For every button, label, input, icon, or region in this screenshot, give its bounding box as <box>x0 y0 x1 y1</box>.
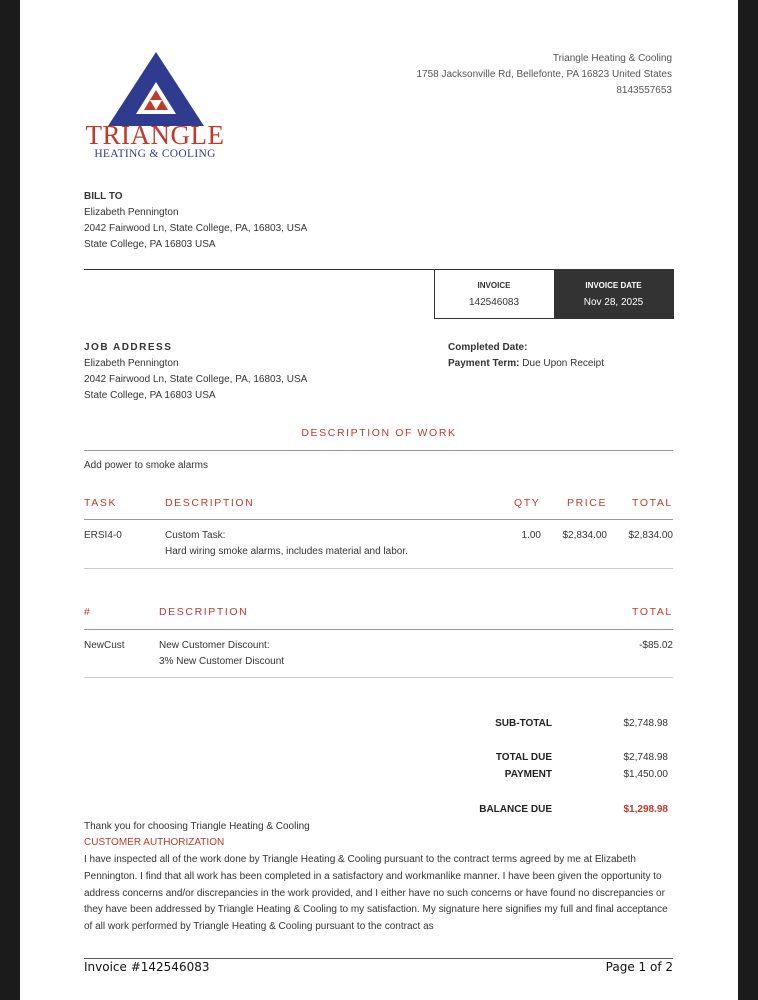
company-name: Triangle Heating & Cooling <box>552 53 672 64</box>
payment-term-label: Payment Term: <box>448 358 520 369</box>
subtotal-label: SUB-TOTAL <box>495 718 552 729</box>
subtotal-value: $2,748.98 <box>623 718 668 729</box>
discount-total: -$85.02 <box>639 640 673 651</box>
job-address-line1: 2042 Fairwood Ln, State College, PA, 16803, USA <box>84 374 308 385</box>
footer-page-number: Page 1 of 2 <box>605 960 673 974</box>
terms-block <box>448 340 604 372</box>
discount-total-header: TOTAL <box>632 606 673 618</box>
task-qty: 1.00 <box>521 530 541 541</box>
triangle-logo-icon <box>108 52 204 128</box>
invoice-page <box>20 0 738 1000</box>
bill-to-line2: State College, PA 16803 USA <box>84 239 216 250</box>
task-description <box>165 528 408 560</box>
discount-code: NewCust <box>84 640 125 651</box>
footer-invoice-ref: Invoice #142546083 <box>84 960 210 974</box>
logo-tagline: HEATING & COOLING <box>94 148 216 160</box>
customer-authorization-text: I have inspected all of the work done by Triangle Heating & Cooling pursuant to the contract terms agreed by me at Elizabeth Pennington. I find that all work has been completed in a satisfactory and workmanlike manner. I have been given the opportunity to address concerns and/or discrepancies in the work provided, and I either have no such concerns or have found no discrepancies or they have been addressed by Triangle Heating & Cooling to my satisfaction. My signature here signifies my full and final acceptance of all work performed by Triangle Heating & Cooling pursuant to the contract as <box>84 854 668 933</box>
company-info <box>416 51 672 99</box>
payment-term-value: Due Upon Receipt <box>522 358 605 369</box>
price-column-header: PRICE <box>567 497 608 509</box>
payment-value: $1,450.00 <box>623 769 668 780</box>
balance-due-label: BALANCE DUE <box>479 804 552 815</box>
bill-to-block <box>84 189 307 253</box>
invoice-number-label: INVOICE <box>477 281 511 290</box>
invoice-date: Nov 28, 2025 <box>583 297 644 308</box>
invoice-date-cell <box>554 270 673 318</box>
tasks-header-divider <box>84 519 673 520</box>
discount-description <box>159 638 284 670</box>
header-divider <box>84 269 434 270</box>
job-address-heading: JOB ADDRESS <box>84 342 173 353</box>
customer-authorization-heading: CUSTOMER AUTHORIZATION <box>84 837 225 848</box>
total-column-header: TOTAL <box>632 497 673 509</box>
work-summary: Add power to smoke alarms <box>84 460 208 471</box>
company-logo <box>85 122 225 160</box>
completed-date-label: Completed Date: <box>448 342 528 353</box>
discount-description-title: New Customer Discount: <box>159 640 270 651</box>
invoice-number: 142546083 <box>468 297 520 308</box>
footer-divider <box>84 958 673 959</box>
work-divider <box>84 450 673 451</box>
number-column-header: # <box>84 606 92 618</box>
job-address-line2: State College, PA 16803 USA <box>84 390 216 401</box>
task-price: $2,834.00 <box>562 530 607 541</box>
job-address-block <box>84 340 307 404</box>
thank-you-note: Thank you for choosing Triangle Heating & Cooling <box>84 821 310 832</box>
description-of-work-heading: DESCRIPTION OF WORK <box>301 427 457 439</box>
tasks-row-divider <box>84 568 673 569</box>
invoice-info-box <box>434 269 674 319</box>
balance-due-value: $1,298.98 <box>623 804 668 815</box>
invoice-date-label: INVOICE DATE <box>585 281 642 290</box>
discount-description-header: DESCRIPTION <box>159 606 249 618</box>
discount-header-divider <box>84 629 673 630</box>
payment-term-row <box>448 356 604 372</box>
task-code: ERSI4-0 <box>84 530 122 541</box>
logo-wordmark: TRIANGLE <box>85 120 225 150</box>
qty-column-header: QTY <box>514 497 541 509</box>
task-total: $2,834.00 <box>628 530 673 541</box>
company-address: 1758 Jacksonville Rd, Bellefonte, PA 16823 United States <box>416 69 672 80</box>
discount-row-divider <box>84 677 673 678</box>
task-description-title: Custom Task: <box>165 530 226 541</box>
job-address-name: Elizabeth Pennington <box>84 358 179 369</box>
company-phone: 8143557653 <box>616 85 672 96</box>
task-column-header: TASK <box>84 497 118 509</box>
description-column-header: DESCRIPTION <box>165 497 255 509</box>
payment-label: PAYMENT <box>504 769 552 780</box>
task-description-detail: Hard wiring smoke alarms, includes material and labor. <box>165 546 408 557</box>
bill-to-heading: BILL TO <box>84 191 123 202</box>
invoice-number-cell <box>435 270 553 318</box>
total-due-value: $2,748.98 <box>623 752 668 763</box>
discount-description-detail: 3% New Customer Discount <box>159 656 285 667</box>
bill-to-line1: 2042 Fairwood Ln, State College, PA, 16803, USA <box>84 223 308 234</box>
total-due-label: TOTAL DUE <box>495 752 552 763</box>
bill-to-name: Elizabeth Pennington <box>84 207 179 218</box>
